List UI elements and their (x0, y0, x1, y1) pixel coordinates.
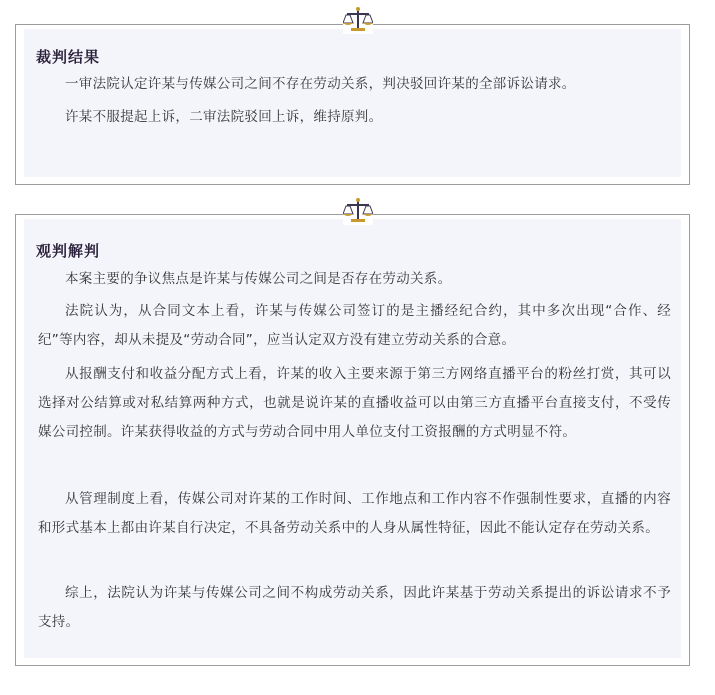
paragraph: 法院认为，从合同文本上看，许某与传媒公司签订的是主播经纪合约，其中多次出现“合作、经纪”等内容，却从未提及“劳动合同”，应当认定双方没有建立劳动关系的合意。 (38, 303, 671, 348)
paragraph: 综上，法院认为许某与传媒公司之间不构成劳动关系，因此许某基于劳动关系提出的诉讼请求不予支持。 (38, 585, 671, 630)
judgment-result-card (15, 24, 690, 185)
paragraph: 本案主要的争议焦点是许某与传媒公司之间是否存在劳动关系。 (65, 271, 452, 287)
case-analysis-card (15, 214, 690, 666)
paragraph: 许某不服提起上诉，二审法院驳回上诉，维持原判。 (65, 109, 383, 125)
paragraph: 从报酬支付和收益分配方式上看，许某的收入主要来源于第三方网络直播平台的粉丝打赏，其可以选择对公结算或对私结算两种方式，也就是说许某的直播收益可以由第三方直播平台直接支付，不受传媒公司控制。许某获得收益的方式与劳动合同中用人单位支付工资报酬的方式明显不符。 (38, 366, 671, 440)
paragraph: 从管理制度上看，传媒公司对许某的工作时间、工作地点和工作内容不作强制性要求，直播的内容和形式基本上都由许某自行决定，不具备劳动关系中的人身从属性特征，因此不能认定存在劳动关系。 (38, 491, 671, 536)
balance-scale-icon (343, 197, 373, 225)
paragraph: 一审法院认定许某与传媒公司之间不存在劳动关系，判决驳回许某的全部诉讼请求。 (65, 76, 576, 92)
section-heading: 观判解判 (36, 242, 101, 260)
balance-scale-icon (343, 6, 373, 34)
section-heading: 裁判结果 (36, 48, 101, 66)
